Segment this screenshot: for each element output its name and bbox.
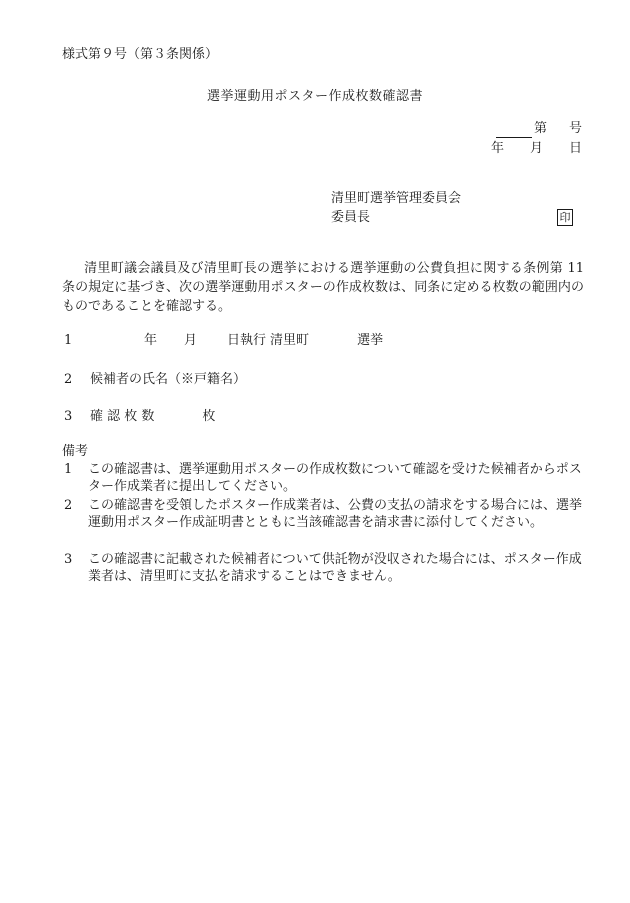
seal-mark: 印 bbox=[557, 209, 573, 226]
item-election bbox=[64, 332, 383, 350]
item-candidate-name bbox=[64, 371, 246, 389]
form-number-label: 様式第９号（第３条関係） bbox=[62, 47, 219, 62]
item-number: 3 bbox=[64, 409, 73, 424]
item-candidate-label: 候補者の氏名（※戸籍名） bbox=[90, 372, 247, 387]
date-year: 年 bbox=[490, 141, 504, 156]
issue-date bbox=[491, 140, 582, 158]
remark-note bbox=[62, 461, 582, 495]
item-confirmed-count bbox=[64, 408, 215, 426]
document-number-blank bbox=[496, 123, 532, 138]
remark-text: この確認書に記載された候補者について供託物が没収された場合には、ポスター作成業者は、清里町に支払を請求することはできません。 bbox=[88, 552, 582, 584]
remarks-heading: 備考 bbox=[62, 444, 89, 459]
remark-number: 2 bbox=[64, 498, 73, 513]
item-count-unit: 枚 bbox=[202, 409, 216, 424]
item-count-label: 確 認 枚 数 bbox=[90, 409, 155, 424]
document-number bbox=[496, 120, 582, 138]
document-number-go: 号 bbox=[568, 121, 582, 136]
remark-note bbox=[62, 551, 582, 585]
issuer-organization: 清里町選挙管理委員会 bbox=[331, 191, 462, 206]
confirmation-statement: 清里町議会議員及び清里町長の選挙における選挙運動の公費負担に関する条例第 11 条の規定に基づき、次の選挙運動用ポスターの作成枚数は、同条に定める枚数の範囲内のものであることを確認する。 bbox=[62, 261, 584, 314]
document-number-dai: 第 bbox=[533, 121, 547, 136]
issuer-title: 委員長 bbox=[331, 210, 371, 225]
remark-number: 3 bbox=[64, 552, 73, 567]
remark-text: この確認書は、選挙運動用ポスターの作成枚数について確認を受けた候補者からポスター作成業者に提出してください。 bbox=[88, 462, 582, 494]
item-number: 2 bbox=[64, 372, 73, 387]
item-election-month: 月 bbox=[184, 333, 198, 348]
remark-note bbox=[62, 497, 582, 531]
item-election-type: 選挙 bbox=[357, 333, 384, 348]
remark-number: 1 bbox=[64, 462, 73, 477]
item-election-day-exec: 日執行 bbox=[227, 333, 267, 348]
remark-text: この確認書を受領したポスター作成業者は、公費の支払の請求をする場合には、選挙運動用ポスター作成証明書とともに当該確認書を請求書に添付してください。 bbox=[88, 498, 583, 530]
date-day: 日 bbox=[568, 141, 582, 156]
item-number: 1 bbox=[64, 333, 73, 348]
date-month: 月 bbox=[529, 141, 543, 156]
item-election-town: 清里町 bbox=[270, 333, 310, 348]
item-election-year: 年 bbox=[144, 333, 158, 348]
issuer-official bbox=[331, 209, 573, 227]
document-title: 選挙運動用ポスター作成枚数確認書 bbox=[206, 89, 423, 104]
